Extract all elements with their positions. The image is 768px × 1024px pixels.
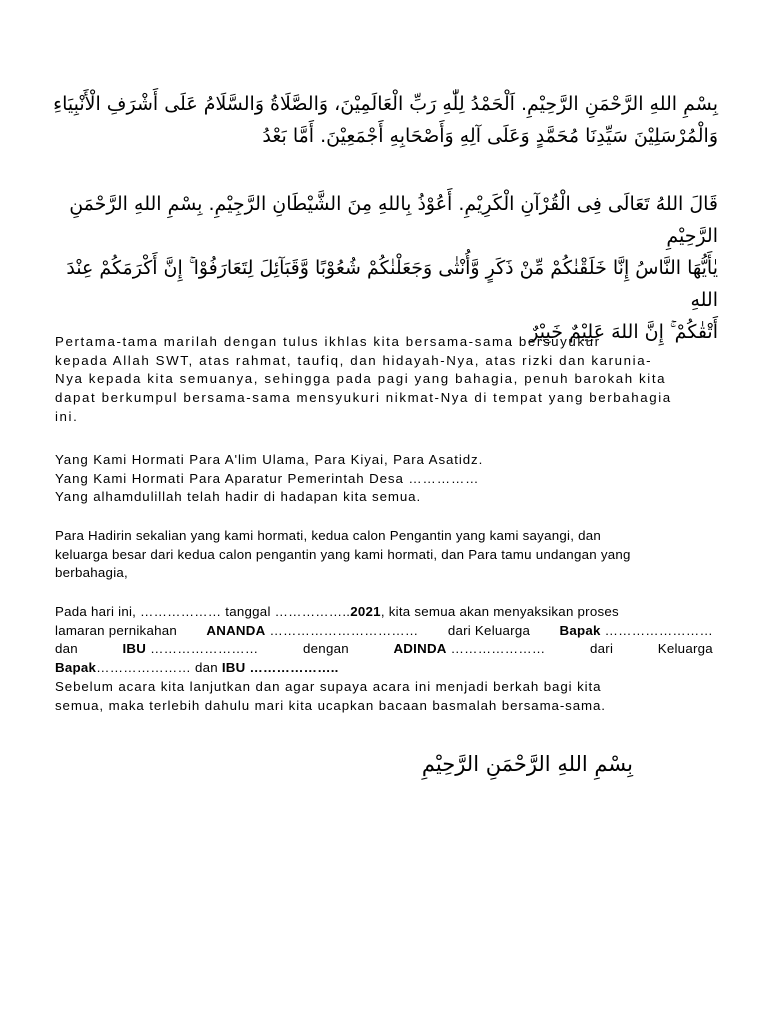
event-line-1-rest: , kita semua akan menyaksikan proses — [380, 604, 619, 619]
bride-field — [393, 640, 545, 659]
bride-label: ADINDA — [393, 641, 447, 657]
hadirin-line: Para Hadirin sekalian yang kami hormati, kedua calon Pengantin yang kami sayangi, dan — [55, 528, 602, 543]
hadirin-line: berbahagia, — [55, 565, 128, 581]
mother-field — [122, 640, 258, 659]
family-text-2: Keluarga — [657, 641, 713, 657]
opening-paragraph-line: ini. — [55, 408, 79, 424]
groom-blank: …………………………… — [269, 622, 419, 638]
arabic-verse-line-1: يٰأَيُّهَا النَّاسُ إِنَّا خَلَقْنٰكُمْ مِّنْ ذَكَرٍ وَّأُنْثٰى وَجَعَلْنٰكُمْ شُعُوْبًا وَّقَبَآئِلَ لِتَعَارَفُوْا ۚ إِنَّ أَكْرَمَكُمْ عِنْدَ اللهِ — [66, 257, 718, 311]
mother-blank: …………………… — [150, 641, 259, 657]
with-text: dengan — [303, 641, 349, 657]
greeting-line: Yang Kami Hormati Para Aparatur Pemerintah Desa …………… — [55, 470, 480, 486]
bride-blank: ………………… — [450, 641, 546, 657]
greetings-block — [55, 451, 713, 507]
arabic-opening — [50, 88, 718, 152]
event-line-5: Sebelum acara kita lanjutkan dan agar supaya acara ini menjadi berkah bagi kita — [55, 678, 602, 694]
opening-paragraph-line: dapat berkumpul bersama-sama mensyukuri nikmat-Nya di tempat yang berbahagia — [55, 390, 672, 406]
closing-basmalah: بِسْمِ اللهِ الرَّحْمَنِ الرَّحِيْمِ — [421, 752, 633, 776]
opening-paragraph — [55, 333, 713, 427]
bride-mother-blank: ……………….. — [249, 660, 339, 676]
event-line-3 — [55, 640, 713, 659]
father-blank: …………………… — [604, 622, 713, 638]
from-text: dari — [589, 641, 614, 657]
date-placeholder-text: Pada hari ini, ……………… tanggal …………….. — [55, 604, 351, 619]
father-label: Bapak — [559, 622, 601, 638]
arabic-verse-line-2: أَتْقٰكُمْ ۚ إِنَّ اللهَ عَلِيْمٌ خَبِيْرٌ — [529, 321, 718, 343]
event-line-4 — [55, 659, 713, 678]
bride-father-blank: ………………… dan — [96, 660, 218, 676]
opening-paragraph-line: Nya kepada kita semuanya, sehingga pada pagi yang bahagia, penuh barokah kita — [55, 371, 667, 387]
year-value: 2021 — [350, 604, 381, 619]
father-field — [560, 622, 714, 641]
hadirin-paragraph — [55, 527, 713, 583]
bride-father-label: Bapak — [55, 660, 97, 676]
arabic-opening-line-1: بِسْمِ اللهِ الرَّحْمَنِ الرَّحِيْمِ. اَلْحَمْدُ لِلّٰهِ رَبِّ الْعَالَمِيْنَ، وَالصَّلَاةُ وَالسَّلَامُ عَلَى أَشْرَفِ الْأَنْبِيَاءِ — [53, 93, 718, 115]
family-text: dari Keluarga — [447, 622, 531, 638]
arabic-opening-line-2: وَالْمُرْسَلِيْنَ سَيِّدِنَا مُحَمَّدٍ وَعَلَى آلِهِ وَأَصْحَابِهِ أَجْمَعِيْنَ. أَمَّا بَعْدُ — [262, 125, 718, 147]
opening-paragraph-line: Pertama-tama marilah dengan tulus ikhlas kita bersama-sama bersuyukur — [55, 334, 601, 349]
opening-paragraph-line: kepada Allah SWT, atas rahmat, taufiq, dan hidayah-Nya, atas rizki dan karunia- — [55, 352, 653, 368]
proposal-text: lamaran pernikahan — [55, 622, 178, 638]
greeting-line: Yang alhamdulillah telah hadir di hadapan kita semua. — [55, 489, 422, 505]
event-line-2 — [55, 622, 713, 641]
event-paragraph — [55, 603, 713, 715]
groom-label: ANANDA — [206, 622, 266, 638]
mother-label: IBU — [122, 641, 147, 657]
event-line-6: semua, maka terlebih dahulu mari kita ucapkan bacaan basmalah bersama-sama. — [55, 697, 606, 713]
groom-field — [206, 622, 418, 641]
and-text: dan — [55, 641, 78, 657]
greeting-line: Yang Kami Hormati Para A'lim Ulama, Para Kiyai, Para Asatidz. — [55, 452, 484, 467]
event-line-1 — [55, 603, 713, 622]
bride-mother-label: IBU — [221, 660, 246, 676]
hadirin-line: keluarga besar dari kedua calon pengantin yang kami hormati, dan Para tamu undangan yang — [55, 546, 631, 562]
arabic-quote-intro: قَالَ اللهُ تَعَالَى فِى الْقُرْآنِ الْكَرِيْمِ. أَعُوْذُ بِاللهِ مِنَ الشَّيْطَانِ الرَّجِيْمِ. بِسْمِ اللهِ الرَّحْمَنِ الرَّحِيْمِ — [69, 193, 718, 247]
